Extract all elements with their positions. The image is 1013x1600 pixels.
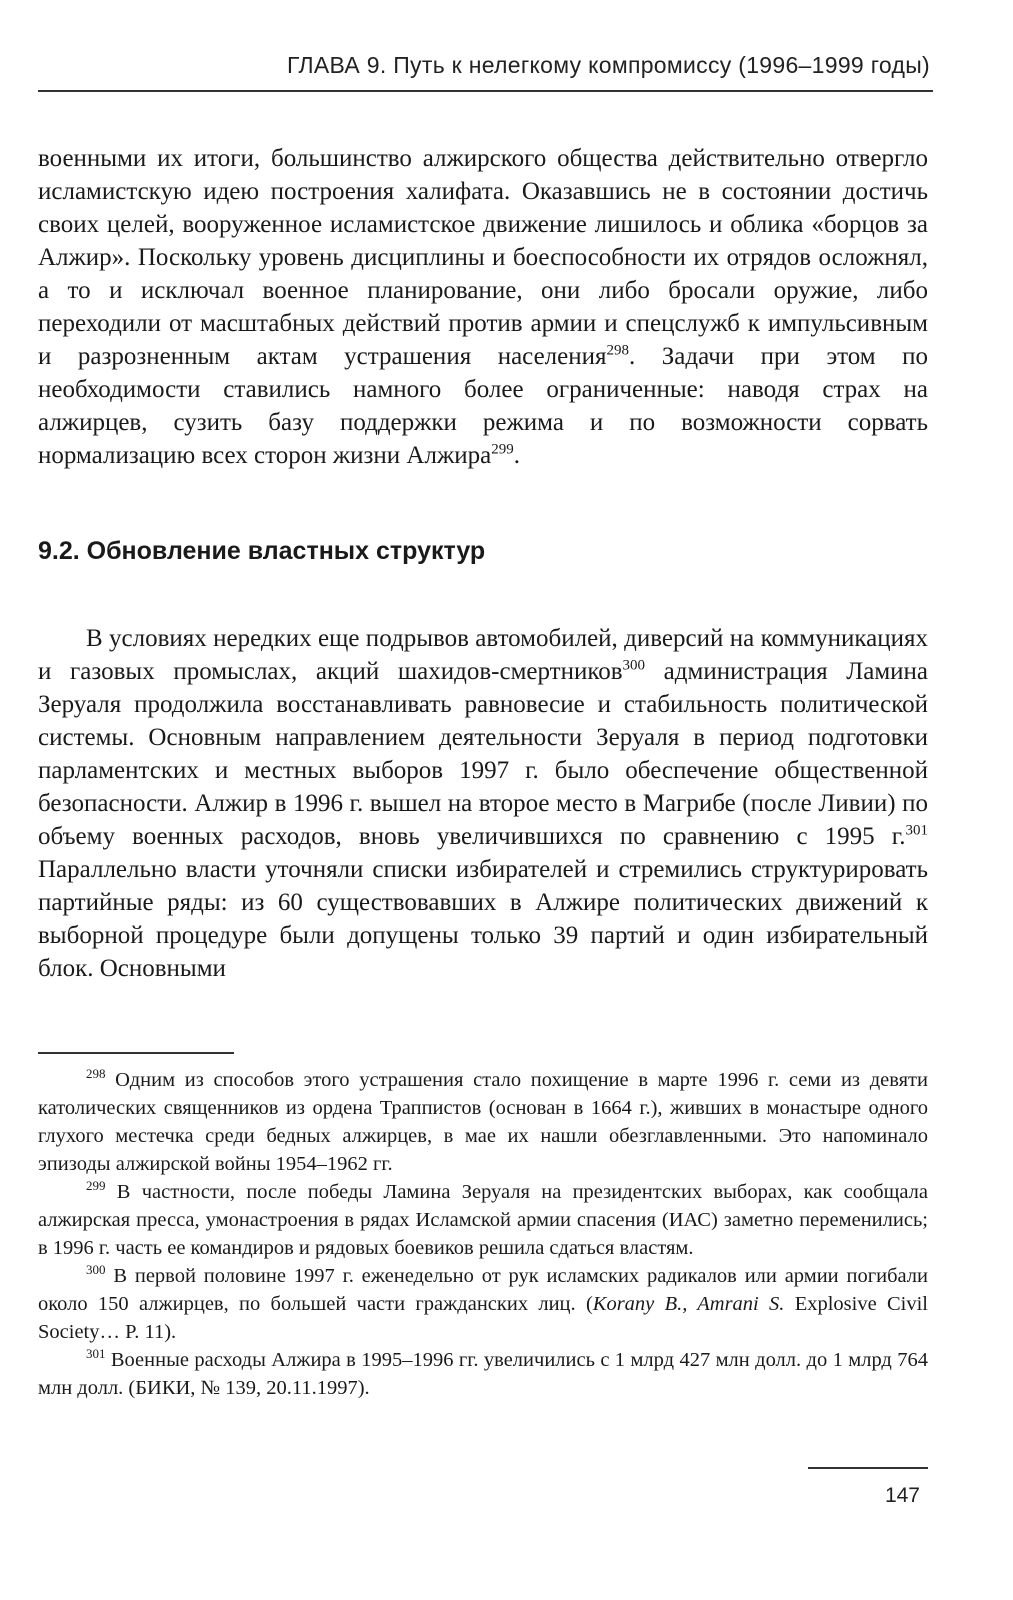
paragraph-1-text-b: . Задачи при этом по необходимости ставились намного более ограниченные: наводя страх на алжирцев, сузить базу поддержки режима и по возможности сорвать нормализацию всех сторон жизни Алжира bbox=[38, 343, 928, 469]
footnote-number: 298 bbox=[86, 1066, 106, 1082]
paragraph-1-text-c: . bbox=[513, 442, 520, 469]
footnote-text: В частности, после победы Ламина Зеруаля на президентских выборах, как сообщала алжирская пресса, умонастроения в рядах Исламской армии спасения (ИАС) заметно переменились; в 1996 г. часть ее командиров и рядовых боевиков решила сдаться властям. bbox=[38, 1181, 928, 1259]
footnote-number: 300 bbox=[86, 1262, 106, 1278]
body-text-continued bbox=[38, 142, 928, 472]
footnote-number: 301 bbox=[86, 1346, 106, 1362]
footnote-ref-298[interactable]: 298 bbox=[606, 342, 630, 359]
body-text-section bbox=[38, 597, 928, 1010]
page-number: 147 bbox=[884, 1484, 920, 1507]
footnote-text-tail: Explosive Civil Society… P. 11). bbox=[38, 1293, 928, 1343]
footnotes bbox=[38, 1066, 928, 1402]
section-title: 9.2. Обновление властных структур bbox=[38, 537, 486, 565]
footnote-text: В первой половине 1997 г. еженедельно от рук исламских радикалов или армии погибали около 150 алжирцев, по большей части гражданских лиц. ( bbox=[38, 1265, 928, 1315]
running-head: ГЛАВА 9. Путь к нелегкому компромиссу (1996–1999 годы) bbox=[287, 52, 930, 78]
paragraph-2-text-a: В условиях нередких еще подрывов автомобилей, диверсий на коммуникациях и газовых промыслах, акций шахидов-смертников bbox=[38, 625, 928, 685]
footnote-ref-301[interactable]: 301 bbox=[905, 822, 928, 839]
page-number-rule bbox=[808, 1467, 928, 1469]
footnote-301 bbox=[38, 1346, 928, 1402]
footnote-number: 299 bbox=[86, 1178, 106, 1194]
paragraph-1 bbox=[38, 142, 928, 472]
footnote-298 bbox=[38, 1066, 928, 1178]
footnote-ref-299[interactable]: 299 bbox=[491, 441, 514, 458]
footnote-rule bbox=[38, 1052, 234, 1054]
paragraph-2 bbox=[38, 622, 928, 985]
footnote-text: Военные расходы Алжира в 1995–1996 гг. увеличились с 1 млрд 427 млн долл. до 1 млрд 764 млн долл. (БИКИ, № 139, 20.11.1997). bbox=[38, 1349, 928, 1399]
footnote-299 bbox=[38, 1178, 928, 1262]
footnote-ref-300[interactable]: 300 bbox=[622, 657, 646, 674]
paragraph-2-text-b: администрация Ламина Зеруаля продолжила восстанавливать равновесие и стабильность политической системы. Основным направлением деятельности Зеруаля в период подготовки парламентских и местных выборов 1997 г. было обеспечение общественной безопасности. Алжир в 1996 г. вышел на второе место в Магрибе (после Ливии) по объему военных расходов, вновь увеличившихся по сравнению с 1995 г. bbox=[38, 658, 928, 850]
paragraph-1-text-a: военными их итоги, большинство алжирского общества действительно отвергло исламистскую идею построения халифата. Оказавшись не в состоянии достичь своих целей, вооруженное исламистское движение лишилось и облика «борцов за Алжир». Поскольку уровень дисциплины и боеспособности их отрядов осложнял, а то и исключал военное планирование, они либо бросали оружие, либо переходили от масштабных действий против армии и спецслужб к импульсивным и разрозненным актам устрашения населения bbox=[38, 145, 928, 370]
footnote-300 bbox=[38, 1262, 928, 1346]
paragraph-2-text-c: Параллельно власти уточняли списки избирателей и стремились структурировать партийные ряды: из 60 существовавших в Алжире политических движений к выборной процедуре были допущены только 39 партий и один избирательный блок. Основными bbox=[38, 856, 928, 982]
footnote-text: Одним из способов этого устрашения стало похищение в марте 1996 г. семи из девяти католических священников из ордена Траппистов (основан в 1664 г.), живших в монастыре одного глухого местечка среди бедных алжирцев, в мае их нашли обезглавленными. Это напоминало эпизоды алжирской войны 1954–1962 гг. bbox=[38, 1069, 928, 1175]
footnote-authors: Korany B., Amrani S. bbox=[592, 1293, 785, 1315]
header-rule bbox=[38, 90, 933, 92]
